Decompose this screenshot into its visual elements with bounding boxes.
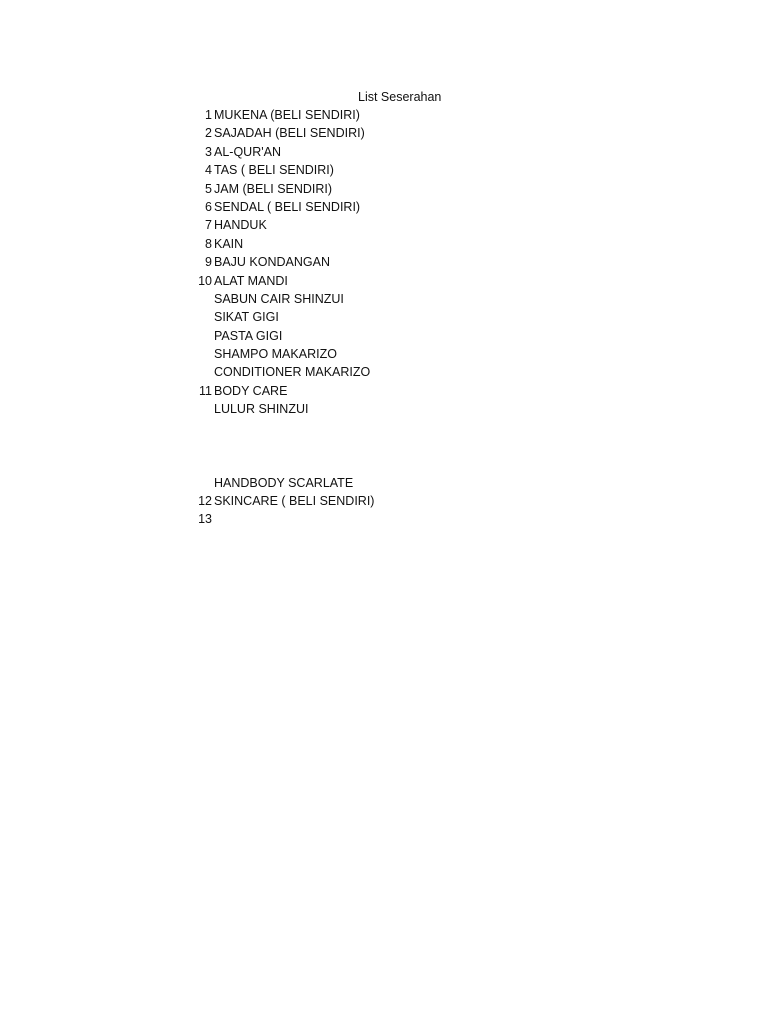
item-text: SHAMPO MAKARIZO	[214, 347, 337, 362]
list-item	[0, 492, 768, 510]
item-number: 2	[205, 126, 212, 141]
item-number: 9	[205, 255, 212, 270]
list-item	[0, 510, 768, 528]
item-number: 13	[198, 512, 212, 527]
item-number: 8	[205, 236, 212, 251]
item-text: AL-QUR'AN	[214, 144, 281, 159]
list-item	[0, 161, 768, 179]
item-number: 6	[205, 199, 212, 214]
item-number: 12	[198, 494, 212, 509]
seserahan-list	[0, 106, 768, 529]
item-text: SKINCARE ( BELI SENDIRI)	[214, 494, 375, 509]
list-item	[0, 382, 768, 400]
item-text: HANDBODY SCARLATE	[214, 475, 354, 490]
item-text: BAJU KONDANGAN	[214, 255, 330, 270]
list-item	[0, 180, 768, 198]
item-text: SABUN CAIR SHINZUI	[214, 291, 344, 306]
item-text: LULUR SHINZUI	[214, 402, 309, 417]
item-text: CONDITIONER MAKARIZO	[214, 365, 371, 380]
list-subitem	[0, 345, 768, 363]
list-subitem	[0, 363, 768, 381]
list-subitem	[0, 474, 768, 492]
item-number: 4	[205, 163, 212, 178]
item-text: ALAT MANDI	[214, 273, 288, 288]
item-number: 7	[205, 218, 212, 233]
item-text: SIKAT GIGI	[214, 310, 279, 325]
item-text: HANDUK	[214, 218, 267, 233]
list-item	[0, 235, 768, 253]
item-number: 1	[205, 108, 212, 122]
item-text: TAS ( BELI SENDIRI)	[214, 163, 334, 178]
item-number: 5	[205, 181, 212, 196]
list-subitem	[0, 327, 768, 345]
item-number: 10	[198, 273, 212, 288]
item-number: 3	[205, 144, 212, 159]
list-item	[0, 198, 768, 216]
list-item	[0, 253, 768, 271]
list-subitem	[0, 290, 768, 308]
item-text: SENDAL ( BELI SENDIRI)	[214, 199, 361, 214]
list-item	[0, 143, 768, 161]
list-subitem	[0, 400, 768, 418]
item-text: MUKENA (BELI SENDIRI)	[214, 108, 360, 122]
document-title: List Seserahan	[358, 90, 442, 104]
item-text: KAIN	[214, 236, 244, 251]
item-text: PASTA GIGI	[214, 328, 283, 343]
item-text: BODY CARE	[214, 383, 288, 398]
list-item	[0, 216, 768, 234]
list-item	[0, 124, 768, 142]
list-item	[0, 106, 768, 124]
list-item	[0, 272, 768, 290]
list-subitem	[0, 308, 768, 326]
item-text: SAJADAH (BELI SENDIRI)	[214, 126, 365, 141]
item-number: 11	[199, 383, 212, 398]
item-text: JAM (BELI SENDIRI)	[214, 181, 333, 196]
